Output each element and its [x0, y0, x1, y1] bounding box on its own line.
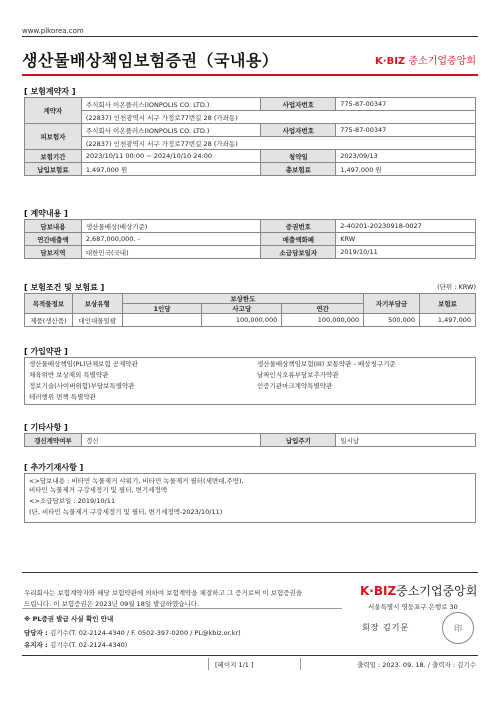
region-label: 담보지역	[25, 246, 82, 259]
period-value: 2023/10/11 00:00 ~ 2024/10/10 24:00	[81, 150, 261, 163]
total-value: 1,497,000 원	[336, 163, 476, 176]
h-annual: 연간	[282, 304, 364, 314]
page-number: [페이지 1/1 ]	[215, 661, 254, 669]
clauses-left	[25, 358, 251, 401]
clause-item: 생산물배상책임보험(III) 보통약관 - 배상청구기준	[257, 360, 396, 368]
section-other: [ 기타사항 ]	[24, 423, 68, 432]
extra-line: <>소급담보일 : 2019/10/11	[29, 497, 116, 505]
section-contract-content: [ 계약내용 ]	[24, 209, 68, 218]
period-label: 보험기간	[25, 150, 82, 163]
clause-item: 테러행위 면책 특별약관	[29, 393, 96, 401]
official-seal: 印	[442, 612, 474, 644]
footer-divider	[22, 572, 478, 573]
cert-no-label: 증권번호	[261, 220, 336, 233]
h-per-person: 1인당	[122, 304, 202, 314]
coverage-value: 생산물배상(배상기준)	[81, 220, 261, 233]
party-table	[24, 97, 476, 176]
coverage-label: 담보내용	[25, 220, 82, 233]
other-table	[24, 433, 476, 447]
clauses-box	[24, 357, 476, 405]
extra-box	[24, 473, 476, 523]
annual-value: 100,000,000	[282, 314, 364, 327]
clause-item: 체육위반 보상제외 특별약관	[29, 371, 109, 379]
paid-label: 납입보험료	[25, 163, 82, 176]
extra-line: <>담보내용 : 비타민 녹물제거 샤워기, 비타민 녹물제거 필터(세면대,주방),	[29, 477, 244, 485]
total-label: 총보험료	[261, 163, 336, 176]
contact-manager: 담당자 : 김기수(T. 02-2124-4340 / F. 0502-397-0200 / PL@kbiz.or.kr)	[24, 629, 241, 637]
cycle-value: 일시납	[336, 434, 476, 447]
contractor-address: (22837) 인천광역시 서구 가정로77번길 28 (가좌동)	[81, 111, 475, 124]
contact-keeper: 유지자 : 김기수(T. 02-2124-4340)	[24, 641, 128, 649]
h-type: 보상유형	[72, 294, 122, 314]
sub-date-value: 2023/09/13	[336, 150, 476, 163]
retro-label: 소급담보일자	[261, 246, 336, 259]
per-person-value	[122, 314, 202, 327]
contractor-name: 주식회사 이온플러스(IONPOLIS CO. LTD.)	[81, 98, 261, 111]
extra-line: (단, 비타민 녹물제거 구강세정기 및 필터, 변기세정액-2023/10/11)	[29, 508, 223, 516]
extra-line: 비타민 녹물제거 구강세정기 및 필터, 변기세정액	[29, 486, 167, 494]
site-url[interactable]: www.plkorea.com	[22, 27, 84, 35]
section-extra: [ 추가기재사항 ]	[24, 463, 84, 472]
region-value: 대한민국(국내)	[81, 246, 261, 259]
h-purpose: 목적물정보	[25, 294, 73, 314]
contractor-biz-no-label: 사업자번호	[261, 98, 336, 111]
insured-address: (22837) 인천광역시 서구 가정로77번길 28 (가좌동)	[81, 137, 475, 150]
separator	[300, 658, 301, 670]
clause-item: 인증기관마크계약특별약관	[257, 382, 333, 390]
sales-label: 연간매출액	[25, 233, 82, 246]
renewal-label: 갱신계약여부	[25, 434, 82, 447]
signature-name: 회장 김기문	[362, 623, 410, 632]
currency-value: KRW	[336, 233, 476, 246]
clause-item: 날짜인식오류부담보추가약관	[257, 371, 339, 379]
paid-value: 1,497,000 원	[81, 163, 261, 176]
type-value: 대인대물일괄	[72, 314, 122, 327]
title-underline	[22, 74, 478, 76]
clause-item: 생산물배상책임(PL)단체보험 공제약관	[29, 360, 138, 368]
insured-name: 주식회사 이온플러스(IONPOLIS CO. LTD.)	[81, 124, 261, 137]
content-table	[24, 219, 476, 259]
per-accident-value: 100,000,000	[202, 314, 282, 327]
purpose-value: 제품(생산품)	[25, 314, 73, 327]
page-title: 생산물배상책임보험증권（국내용）	[22, 51, 279, 70]
signature-address: 서울특별시 영등포구 은행로 30	[368, 603, 458, 611]
insured-biz-no: 775-87-00347	[336, 124, 476, 137]
separator	[208, 658, 209, 670]
footer-sub-divider	[22, 608, 342, 609]
unit-label: (단위 : KRW)	[437, 283, 476, 291]
sales-value: 2,687,000,000. -	[81, 233, 261, 246]
clauses-right	[253, 358, 475, 390]
insured-label: 피보험자	[25, 124, 82, 150]
sub-date-label: 청약일	[261, 150, 336, 163]
cert-no-value: 2-40201-20230918-0027	[336, 220, 476, 233]
insured-biz-no-label: 사업자번호	[261, 124, 336, 137]
h-premium: 보험료	[420, 294, 476, 314]
h-per-accident: 사고당	[202, 304, 282, 314]
section-contract-party: [ 보험계약자 ]	[24, 87, 76, 96]
print-info: 출력일 : 2023. 09. 18. / 출력자 : 김기수	[357, 661, 476, 669]
cycle-label: 납입주기	[261, 434, 336, 447]
contact-title: ※ PL증권 발급 사실 확인 안내	[24, 615, 114, 623]
top-divider	[22, 36, 478, 37]
premium-value: 1,497,000	[420, 314, 476, 327]
kbiz-logo: K·BIZ 중소기업중앙회	[375, 56, 476, 67]
h-deductible: 자기부담금	[364, 294, 420, 314]
footer-message: 우리회사는 보험계약자와 해당 보험약관에 의하여 보험계약을 체결하고 그 증거로써 이 보험증권을 드립니다. 이 보험증권은 2023년 09월 18일 발급하였습니다.	[24, 589, 303, 608]
retro-value: 2019/10/11	[336, 246, 476, 259]
conditions-table	[24, 293, 476, 327]
renewal-value: 갱신	[81, 434, 261, 447]
clause-item: 정보기술(사이버위험)부담보특별약관	[29, 382, 135, 390]
signature-brand: K·BIZ중소기업중앙회	[360, 584, 478, 598]
contractor-biz-no: 775-87-00347	[336, 98, 476, 111]
bottom-divider	[22, 655, 478, 656]
section-clauses: [ 가입약관 ]	[24, 347, 68, 356]
currency-label: 매출액화폐	[261, 233, 336, 246]
section-conditions: [ 보험조건 및 보험료 ]	[24, 283, 105, 292]
deductible-value: 500,000	[364, 314, 420, 327]
h-limit: 보상한도	[122, 294, 363, 304]
contractor-label: 계약자	[25, 98, 82, 124]
